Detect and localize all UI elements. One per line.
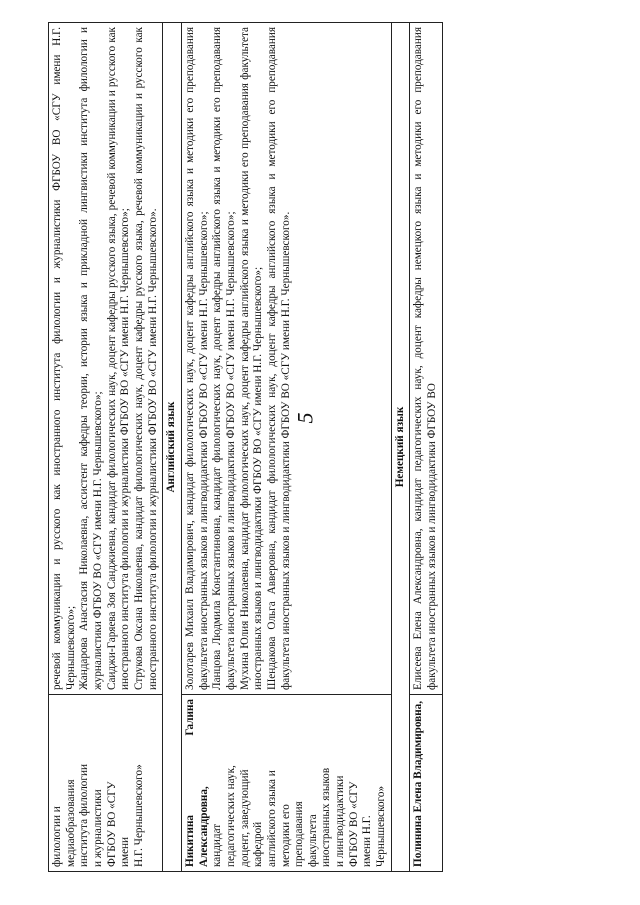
table-row xyxy=(410,23,442,872)
chair-line: медиаобразования xyxy=(64,779,77,867)
chair-line: кафедрой xyxy=(252,821,265,867)
chair-line: методики его xyxy=(279,804,292,867)
table-row xyxy=(49,23,163,872)
member-entry: Саиджи-Гаряева Зоя Санджиевна, кандидат филологических наук, доцент кафедры русского языка, речевой коммуникации и русского как иностранного института филологии и журналистики ФГБОУ ВО «СГУ имени Н.Г. Чернышевского»; xyxy=(105,27,132,690)
chair-cell xyxy=(49,695,163,872)
page-number: 5 xyxy=(292,412,318,424)
member-entry: Ланцова Людмила Константиновна, кандидат филологических наук, доцент кафедры английского языка и методики его преподавания факультета иностранных языков и лингводидактики ФГБОУ ВО «СГУ имени Н.Г. Чернышевского»; xyxy=(211,27,237,690)
chair-cell xyxy=(410,695,442,872)
chair-line: кандидат xyxy=(211,823,224,867)
members-cell xyxy=(410,23,442,695)
member-entry: Шендакова Ольга Авверовна, кандидат филологических наук, доцент кафедры английского языка и методики его преподавания факультета иностранных языков и лингводидактики ФГБОУ ВО «СГУ имени Н.Г. Чернышевского». xyxy=(265,27,292,690)
members-cell xyxy=(181,23,391,695)
member-entry: Струкова Оксана Николаевна, кандидат филологических наук, доцент кафедры русского языка, речевой коммуникации и русского как иностранного института филологии и журналистики ФГБОУ ВО «СГУ имени Н.Г. Чернышевского». xyxy=(132,27,159,690)
commission-table xyxy=(48,22,443,872)
chair-cell xyxy=(181,695,391,872)
chair-line: доцент, заведующий xyxy=(238,769,251,867)
members-cell xyxy=(49,23,163,695)
section-title-german: Немецкий язык xyxy=(391,23,410,872)
section-header-row xyxy=(391,23,410,872)
table-row xyxy=(181,23,391,872)
chair-line: и журналистики xyxy=(91,789,104,867)
chair-line: филологии и xyxy=(51,806,63,867)
chair-line: английского языка и xyxy=(265,770,278,867)
chair-line: имени Н.Г. xyxy=(361,815,374,867)
chair-line: и лингводидактики xyxy=(334,775,347,867)
member-entry: Жандарова Анастасия Николаевна, ассистент кафедры теории, истории языка и прикладной лингвистики института филологии и журналистики ФГБОУ ВО «СГУ имени Н.Г. Чернышевского»; xyxy=(78,27,104,690)
chair-name: Полинина Елена Владимировна, xyxy=(412,700,425,867)
chair-line: иностранных языков xyxy=(320,767,333,867)
member-entry: речевой коммуникации и русского как иностранного института филологии и журналистики ФГБОУ ВО «СГУ имени Н.Г. Чернышевского»; xyxy=(51,27,77,690)
chair-line: Чернышевского» xyxy=(375,785,388,867)
chair-line: ФГБОУ ВО «СГУ xyxy=(347,781,360,867)
chair-line: ФГБОУ ВО «СГУ xyxy=(105,781,118,867)
member-entry: Золотарев Михаил Владимирович, кандидат филологических наук, доцент кафедры английского языка и методики его преподавания факультета иностранных языков и лингводидактики ФГБОУ ВО «СГУ имени Н.Г. Чернышевского»; xyxy=(183,27,210,690)
chair-line: факультета xyxy=(306,814,319,867)
chair-line: института филологии xyxy=(78,764,91,867)
chair-line: преподавания xyxy=(293,801,306,867)
chair-line: имени xyxy=(119,836,132,867)
section-title-english: Английский язык xyxy=(163,23,182,872)
rotated-page xyxy=(48,22,588,872)
chair-line: Н.Г. Чернышевского» xyxy=(132,764,145,867)
member-entry: Мухина Юлия Николаевна, кандидат филологических наук, доцент кафедры английского языка и методики его преподавания факультета иностранных языков и лингводидактики ФГБОУ ВО «СГУ имени Н.Г. Чернышевского»; xyxy=(238,27,265,690)
chair-line: педагогических наук, xyxy=(224,765,237,867)
member-entry: Елисеева Елена Александровна, кандидат педагогических наук, доцент кафедры немецкого языка и методики его преподавания факультета иностранных языков и лингводидактики ФГБОУ ВО xyxy=(412,27,439,690)
section-header-row xyxy=(163,23,182,872)
chair-name: Никитина Галина Александровна, xyxy=(183,699,210,867)
